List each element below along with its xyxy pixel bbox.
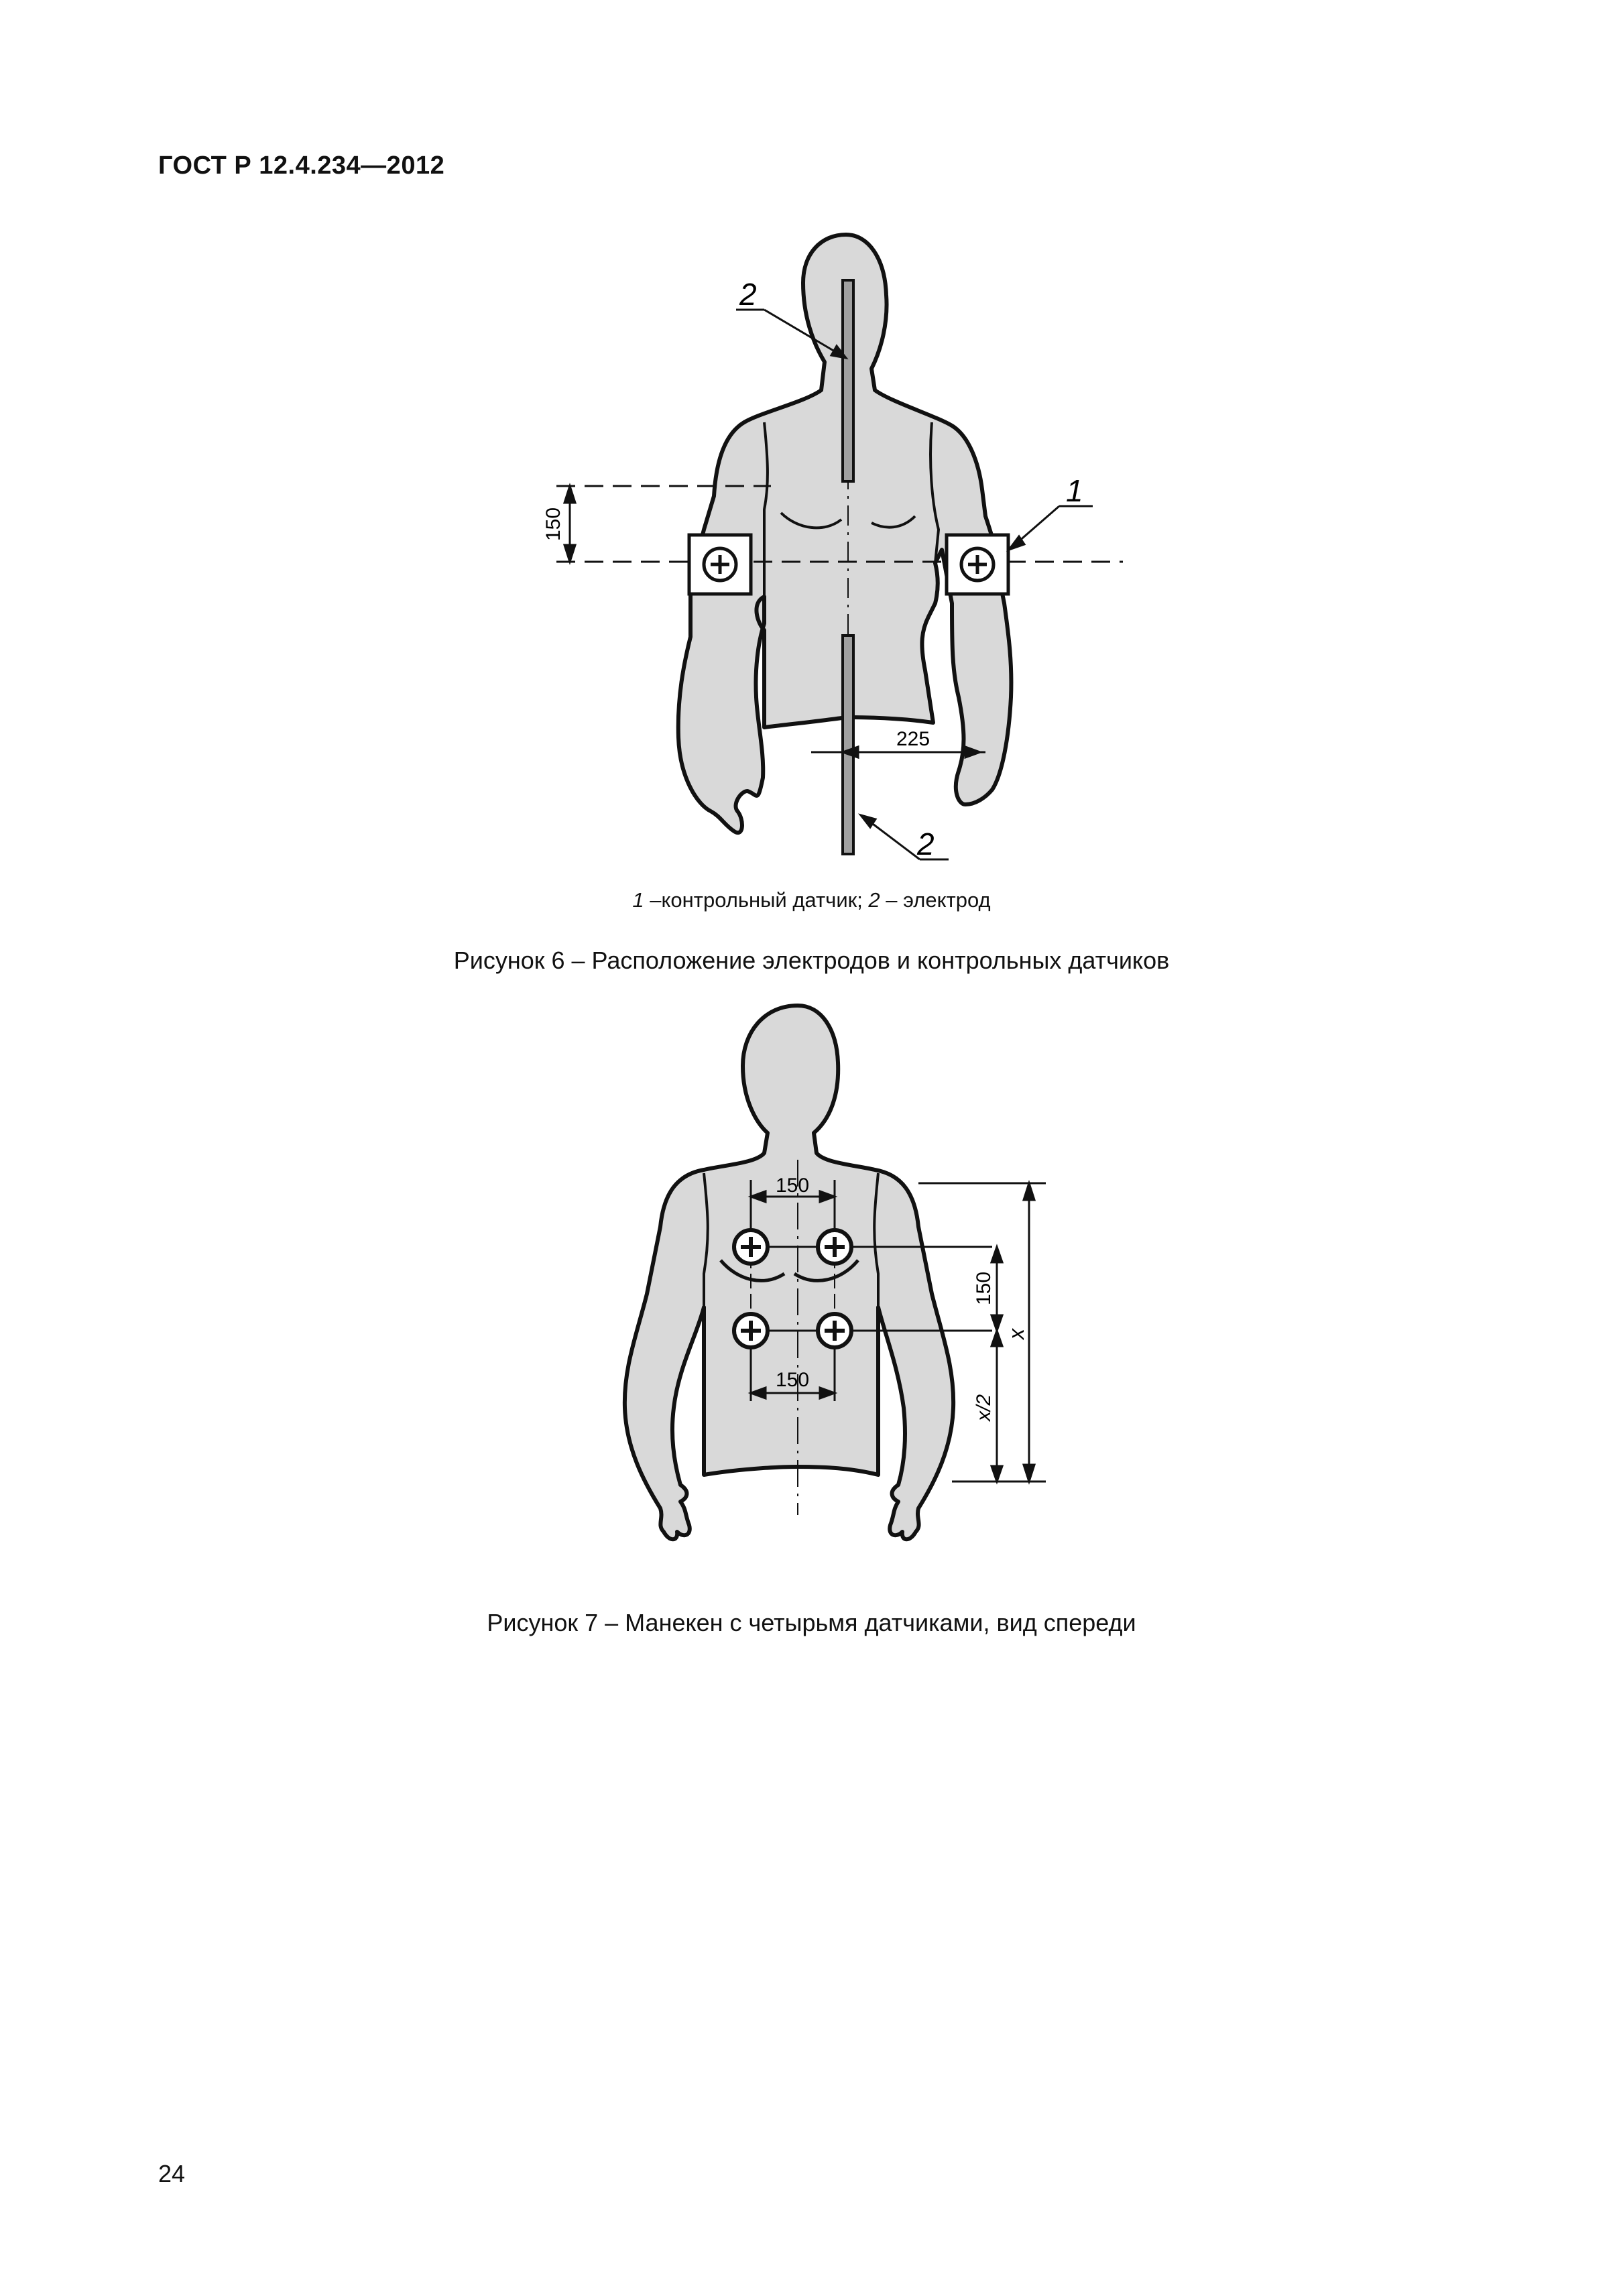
figure-6-diagram [0,221,1623,885]
callout-electrode-lower [861,815,949,859]
callout-label-1: 1 [1066,473,1083,508]
dim-label-150-fig6: 150 [542,507,564,542]
electrode-upper [843,280,853,481]
plus-circle-icon [818,1314,851,1347]
dim-label-x-half: x/2 [973,1394,995,1422]
figure-6-legend [0,888,1623,912]
document-header: ГОСТ Р 12.4.234—2012 [158,152,445,180]
dim-label-x: x [1004,1329,1028,1339]
dim-label-225: 225 [896,728,930,750]
page-number: 24 [158,2160,186,2187]
plus-circle-icon [734,1314,768,1347]
figure-7-diagram [0,992,1623,1595]
callout-label-2-lower: 2 [917,827,935,861]
callout-sensor [1009,506,1093,550]
mannequin-fig7 [625,1006,953,1539]
legend-num-1: 1 [632,888,644,912]
legend-text-1: –контрольный датчик; [644,888,869,912]
figure-7-caption: Рисунок 7 – Манекен с четырьмя датчиками, вид спереди [487,1609,1136,1636]
figure-6-caption: Рисунок 6 – Расположение электродов и контрольных датчиков [453,947,1170,974]
plus-circle-icon [704,548,736,581]
plus-circle-icon [818,1230,851,1264]
legend-num-2: 2 [868,888,880,912]
dim-label-150-right: 150 [973,1271,995,1306]
callout-label-2-upper: 2 [739,277,757,312]
dim-label-150-bottom: 150 [775,1369,810,1391]
dim-label-150-top: 150 [775,1174,810,1197]
sensor-left [689,535,751,594]
plus-circle-icon [961,548,994,581]
electrode-lower [843,636,853,854]
legend-text-2: – электрод [880,888,991,912]
plus-circle-icon [734,1230,768,1264]
sensor-right [947,535,1008,594]
